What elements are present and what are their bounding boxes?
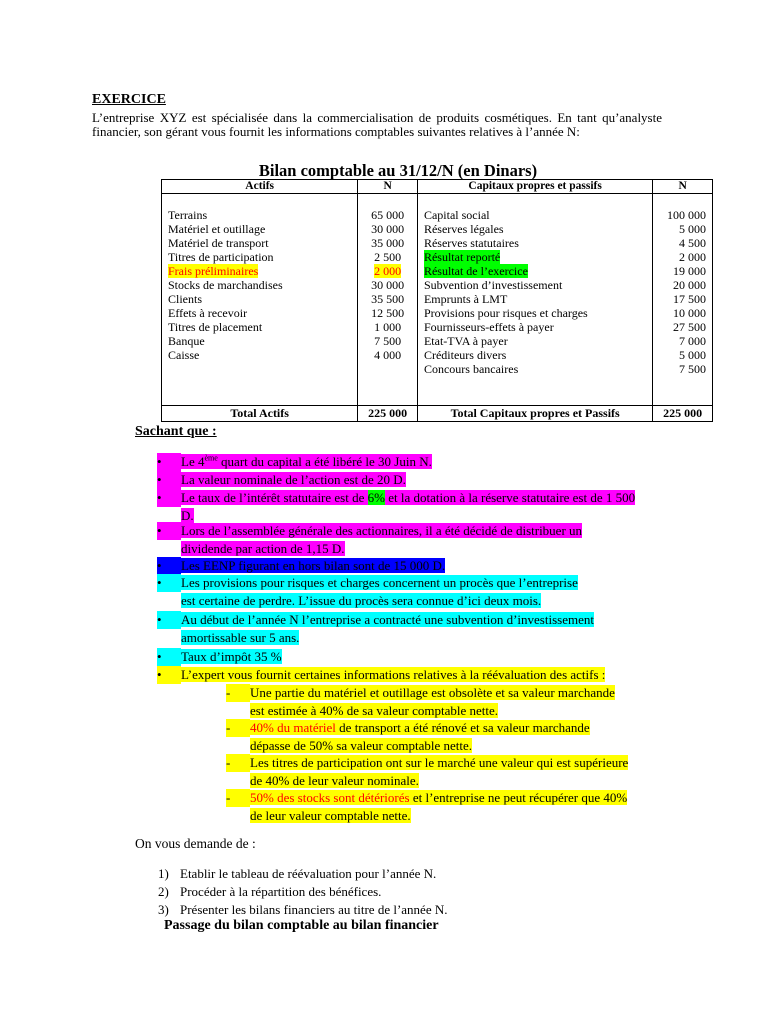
bullet-text: D. bbox=[181, 508, 194, 523]
header-n-passifs: N bbox=[653, 180, 713, 194]
actifs-values bbox=[358, 194, 418, 406]
bullet-item bbox=[157, 557, 677, 575]
list-item: 30 000 bbox=[371, 278, 405, 292]
list-item: 2 500 bbox=[374, 250, 402, 264]
sub-text: et l’entreprise ne peut récupérer que 40% bbox=[409, 790, 628, 805]
bullet-item bbox=[157, 522, 677, 558]
list-item: Titres de placement bbox=[168, 320, 263, 334]
list-item: 65 000 bbox=[371, 208, 405, 222]
bullet-text: amortissable sur 5 ans. bbox=[181, 630, 300, 645]
list-item: Capital social bbox=[423, 208, 490, 222]
instructions-heading: On vous demande de : bbox=[135, 836, 256, 851]
bullet-text: L’expert vous fournit certaines informations relatives à la réévaluation des actifs : bbox=[181, 667, 606, 682]
totals-row bbox=[162, 406, 713, 422]
list-item: 4 500 bbox=[679, 236, 706, 250]
exercise-title: EXERCICE bbox=[92, 92, 166, 107]
list-item: 17 500 bbox=[673, 292, 706, 306]
question-text: Présenter les bilans financiers au titre de l’année N. bbox=[180, 902, 448, 917]
list-item: Stocks de marchandises bbox=[168, 278, 283, 292]
balance-sheet-table bbox=[161, 179, 713, 422]
bullet-text: dividende par action de 1,15 D. bbox=[181, 541, 345, 556]
list-item: 5 000 bbox=[679, 222, 706, 236]
list-item: 35 500 bbox=[371, 292, 405, 306]
bullet-text: Au début de l’année N l’entreprise a contracté une subvention d’investissement bbox=[181, 612, 594, 627]
bullet-icon: • bbox=[157, 666, 181, 684]
bullet-icon: • bbox=[157, 557, 181, 575]
bullet-text: Taux d’impôt 35 % bbox=[181, 649, 282, 664]
bullet-icon: • bbox=[157, 489, 181, 507]
list-item: Matériel de transport bbox=[168, 236, 269, 250]
sub-item bbox=[226, 789, 666, 825]
bullet-icon: • bbox=[157, 611, 181, 629]
list-item: Etat-TVA à payer bbox=[423, 334, 508, 348]
superscript: ème bbox=[204, 453, 218, 463]
list-item: 19 000 bbox=[673, 264, 706, 278]
list-item: 5 000 bbox=[679, 348, 706, 362]
highlighted-value: 2 000 bbox=[374, 264, 402, 278]
bullet-text: La valeur nominale de l’action est de 20 D. bbox=[181, 472, 406, 487]
list-item: 7 000 bbox=[679, 334, 706, 348]
list-item: Effets à recevoir bbox=[168, 306, 248, 320]
bullet-text: quart du capital a été libéré le 30 Juin N. bbox=[217, 454, 432, 469]
bullet-text: et la dotation à la réserve statutaire est de 1 500 bbox=[384, 490, 636, 505]
list-item: 100 000 bbox=[667, 208, 706, 222]
list-item: Banque bbox=[168, 334, 205, 348]
intro-paragraph: L’entreprise XYZ est spécialisée dans la commercialisation de produits cosmétiques. En tant qu’analyste financier, son gérant vous fournit les informations comptables suivantes relatives à l’année N: bbox=[92, 110, 662, 139]
list-item: Concours bancaires bbox=[423, 362, 519, 376]
list-item: 30 000 bbox=[371, 222, 405, 236]
sub-text: de transport a été rénové et sa valeur marchande bbox=[335, 720, 590, 735]
bullet-text: Les provisions pour risques et charges concernent un procès que l’entreprise bbox=[181, 575, 578, 590]
list-item: Terrains bbox=[168, 208, 208, 222]
list-item: 27 500 bbox=[673, 320, 706, 334]
list-item: Emprunts à LMT bbox=[423, 292, 508, 306]
sub-text-red: 50% des stocks sont détériorés bbox=[250, 790, 410, 805]
sub-text: de leur valeur comptable nette. bbox=[250, 808, 411, 823]
list-item bbox=[424, 264, 646, 278]
list-item: 7 500 bbox=[374, 334, 402, 348]
list-item: 10 000 bbox=[673, 306, 706, 320]
section-heading: Passage du bilan comptable au bilan financier bbox=[164, 918, 439, 933]
table-body-row bbox=[162, 194, 713, 406]
sub-text: Les titres de participation ont sur le marché une valeur qui est supérieure bbox=[250, 755, 629, 770]
dash-icon: - bbox=[226, 789, 250, 807]
section-heading: Sachant que : bbox=[135, 424, 217, 439]
question-item bbox=[158, 884, 381, 900]
sub-text: est estimée à 40% de sa valeur comptable nette. bbox=[250, 703, 498, 718]
list-item: Matériel et outillage bbox=[168, 222, 266, 236]
bullet-item bbox=[157, 611, 677, 647]
bullet-text: Lors de l’assemblée générale des actionnaires, il a été décidé de distribuer un bbox=[181, 523, 583, 538]
list-item: Provisions pour risques et charges bbox=[423, 306, 588, 320]
total-actifs-label: Total Actifs bbox=[162, 406, 358, 422]
highlighted-rate: 6% bbox=[367, 490, 385, 505]
question-text: Procéder à la répartition des bénéfices. bbox=[180, 884, 382, 899]
passifs-values bbox=[653, 194, 713, 406]
list-item: 1 000 bbox=[374, 320, 402, 334]
list-item: Subvention d’investissement bbox=[423, 278, 563, 292]
question-item bbox=[158, 902, 447, 918]
list-item: Caisse bbox=[168, 348, 200, 362]
bullet-text: Le taux de l’intérêt statutaire est de bbox=[181, 490, 368, 505]
list-item: 7 500 bbox=[679, 362, 706, 376]
list-item: Fournisseurs-effets à payer bbox=[423, 320, 554, 334]
header-n-actifs: N bbox=[358, 180, 418, 194]
table-header-row bbox=[162, 180, 713, 194]
question-number: 3) bbox=[158, 902, 169, 917]
sub-text: Une partie du matériel et outillage est obsolète et sa valeur marchande bbox=[250, 685, 615, 700]
highlighted-label: Frais préliminaires bbox=[168, 264, 259, 278]
dash-icon: - bbox=[226, 719, 250, 737]
bullet-icon: • bbox=[157, 648, 181, 666]
bullet-text: Le 4 bbox=[181, 454, 205, 469]
bullet-text: Les EENP figurant en hors bilan sont de 15 000 D. bbox=[181, 558, 446, 573]
list-item: 35 000 bbox=[371, 236, 405, 250]
bullet-item bbox=[157, 666, 677, 684]
balance-sheet-title: Bilan comptable au 31/12/N (en Dinars) bbox=[258, 161, 538, 180]
list-item bbox=[364, 264, 411, 278]
list-item: Créditeurs divers bbox=[423, 348, 507, 362]
list-item bbox=[168, 264, 351, 278]
list-item bbox=[424, 250, 646, 264]
list-item: Réserves statutaires bbox=[423, 236, 519, 250]
total-actifs-value: 225 000 bbox=[358, 406, 418, 422]
question-number: 2) bbox=[158, 884, 169, 899]
sub-text: dépasse de 50% sa valeur comptable nette. bbox=[250, 738, 472, 753]
list-item: 20 000 bbox=[673, 278, 706, 292]
dash-icon: - bbox=[226, 754, 250, 772]
sub-text-red: 40% du matériel bbox=[250, 720, 336, 735]
bullet-item bbox=[157, 574, 677, 610]
actifs-labels bbox=[162, 194, 358, 406]
total-passifs-value: 225 000 bbox=[653, 406, 713, 422]
list-item: Réserves légales bbox=[423, 222, 504, 236]
header-passifs: Capitaux propres et passifs bbox=[417, 180, 652, 194]
bullet-icon: • bbox=[157, 471, 181, 489]
list-item: Titres de participation bbox=[168, 250, 274, 264]
bullet-item bbox=[157, 471, 677, 489]
list-item: 2 000 bbox=[679, 250, 706, 264]
bullet-item bbox=[157, 453, 677, 471]
sub-item bbox=[226, 719, 666, 755]
list-item: Clients bbox=[168, 292, 203, 306]
sub-item bbox=[226, 754, 666, 790]
sub-text: de 40% de leur valeur nominale. bbox=[250, 773, 419, 788]
bullet-text: est certaine de perdre. L’issue du procès sera connue d’ici deux mois. bbox=[181, 593, 542, 608]
bullet-icon: • bbox=[157, 453, 181, 471]
total-passifs-label: Total Capitaux propres et Passifs bbox=[417, 406, 652, 422]
list-item: 12 500 bbox=[371, 306, 405, 320]
dash-icon: - bbox=[226, 684, 250, 702]
question-number: 1) bbox=[158, 866, 169, 881]
bullet-icon: • bbox=[157, 522, 181, 540]
question-text: Etablir le tableau de réévaluation pour l’année N. bbox=[180, 866, 437, 881]
list-item: 4 000 bbox=[374, 348, 402, 362]
header-actifs: Actifs bbox=[162, 180, 358, 194]
bullet-item bbox=[157, 648, 677, 666]
highlighted-label: Résultat de l’exercice bbox=[423, 264, 528, 278]
passifs-labels bbox=[417, 194, 652, 406]
bullet-item bbox=[157, 489, 677, 525]
question-item bbox=[158, 866, 436, 882]
sub-item bbox=[226, 684, 666, 720]
bullet-icon: • bbox=[157, 574, 181, 592]
highlighted-label: Résultat reporté bbox=[423, 250, 501, 264]
